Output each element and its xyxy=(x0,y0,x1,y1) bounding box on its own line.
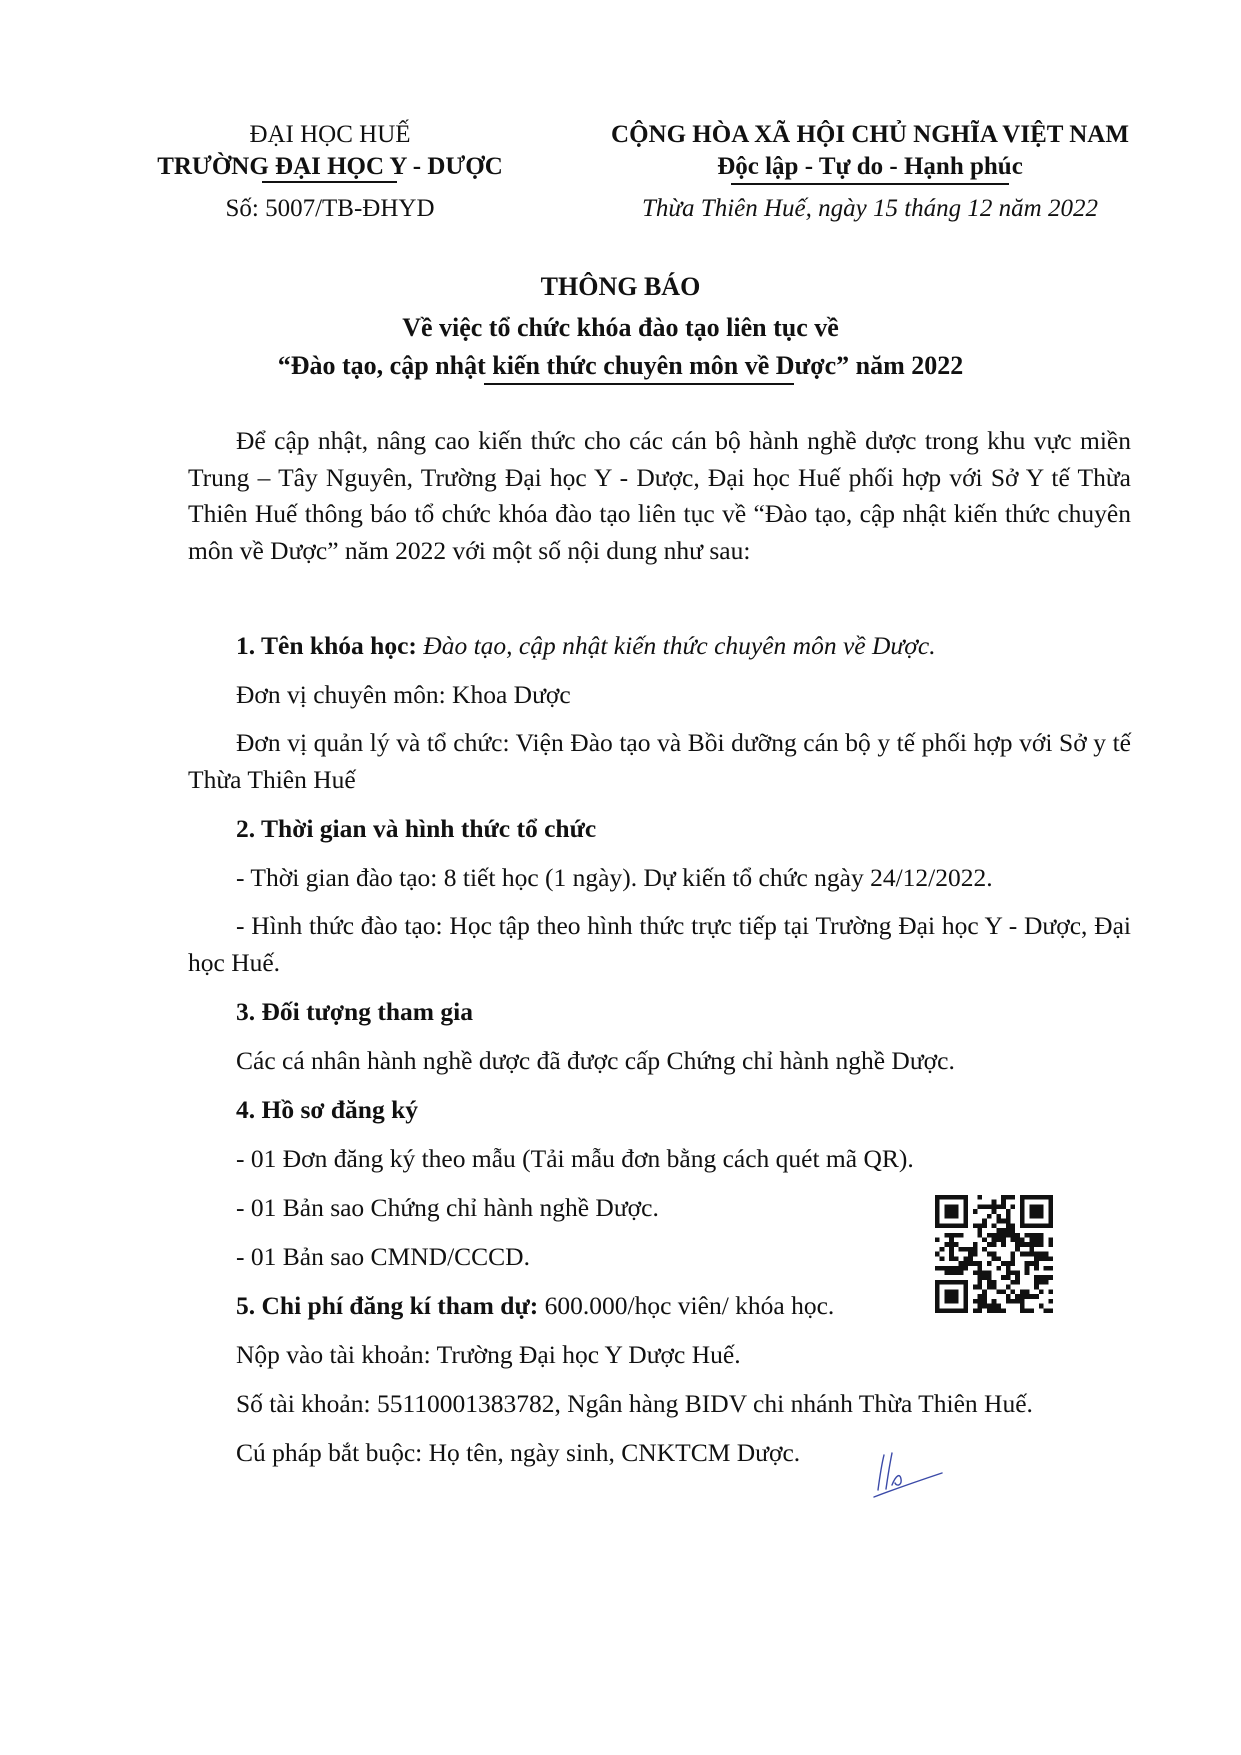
place-date: Thừa Thiên Huế, ngày 15 tháng 12 năm 2022 xyxy=(642,195,1098,222)
university-name: ĐẠI HỌC HUẾ xyxy=(249,121,411,148)
section-3-heading: 3. Đối tượng tham gia xyxy=(236,997,473,1026)
section-5-line xyxy=(236,1287,1131,1324)
section-5-heading: 5. Chi phí đăng kí tham dự: xyxy=(236,1291,539,1320)
title-underline xyxy=(484,383,794,385)
training-form: - Hình thức đào tạo: Học tập theo hình thức trực tiếp tại Trường Đại học Y - Dược, Đại học Huế. xyxy=(188,911,1131,977)
country-name: CỘNG HÒA XÃ HỘI CHỦ NGHĨA VIỆT NAM xyxy=(611,121,1129,148)
managing-unit: Đơn vị quản lý và tổ chức: Viện Đào tạo và Bồi dưỡng cán bộ y tế phối hợp với Sở y tế Thừa Thiên Huế xyxy=(188,728,1131,794)
motto-underline xyxy=(731,183,1009,185)
registration-fee: 600.000/học viên/ khóa học. xyxy=(538,1291,835,1320)
school-name: TRƯỜNG ĐẠI HỌC Y - DƯỢC xyxy=(157,153,503,180)
payment-syntax: Cú pháp bắt buộc: Họ tên, ngày sinh, CNKTCM Dược. xyxy=(236,1438,801,1467)
school-underline xyxy=(262,181,397,183)
notice-subject-line2: “Đào tạo, cập nhật kiến thức chuyên môn về Dược” năm 2022 xyxy=(277,351,964,380)
national-motto: Độc lập - Tự do - Hạnh phúc xyxy=(717,153,1023,180)
account-number: Số tài khoản: 55110001383782, Ngân hàng BIDV chi nhánh Thừa Thiên Huế. xyxy=(236,1389,1033,1418)
section-2-heading: 2. Thời gian và hình thức tổ chức xyxy=(236,814,597,843)
course-name: Đào tạo, cập nhật kiến thức chuyên môn về Dược. xyxy=(423,631,936,660)
notice-subject-line1: Về việc tổ chức khóa đào tạo liên tục về xyxy=(402,313,839,342)
professional-unit: Đơn vị chuyên môn: Khoa Dược xyxy=(236,680,571,709)
notice-title: THÔNG BÁO xyxy=(540,272,701,301)
target-audience: Các cá nhân hành nghề dược đã được cấp Chứng chỉ hành nghề Dược. xyxy=(236,1046,955,1075)
section-1-heading: 1. Tên khóa học: xyxy=(236,631,417,660)
section-1-line xyxy=(236,627,1131,664)
payment-account: Nộp vào tài khoản: Trường Đại học Y Dược Huế. xyxy=(236,1340,741,1369)
training-time: - Thời gian đào tạo: 8 tiết học (1 ngày). Dự kiến tổ chức ngày 24/12/2022. xyxy=(236,863,993,892)
section-4-heading: 4. Hồ sơ đăng ký xyxy=(236,1095,419,1124)
signature-mark xyxy=(870,1445,945,1500)
dossier-item: - 01 Bản sao Chứng chỉ hành nghề Dược. xyxy=(236,1193,659,1222)
dossier-item: - 01 Bản sao CMND/CCCD. xyxy=(236,1242,530,1271)
dossier-item: - 01 Đơn đăng ký theo mẫu (Tải mẫu đơn bằng cách quét mã QR). xyxy=(236,1144,914,1173)
intro-paragraph: Để cập nhật, nâng cao kiến thức cho các cán bộ hành nghề dược trong khu vực miền Trung – Tây Nguyên, Trường Đại học Y - Dược, Đại học Huế phối hợp với Sở Y tế Thừa Thiên Huế thông báo tổ chức khóa đào tạo liên tục về “Đào tạo, cập nhật kiến thức chuyên môn về Dược” năm 2022 với một số nội dung như sau: xyxy=(188,426,1131,565)
document-number: Số: 5007/TB-ĐHYD xyxy=(225,195,435,222)
